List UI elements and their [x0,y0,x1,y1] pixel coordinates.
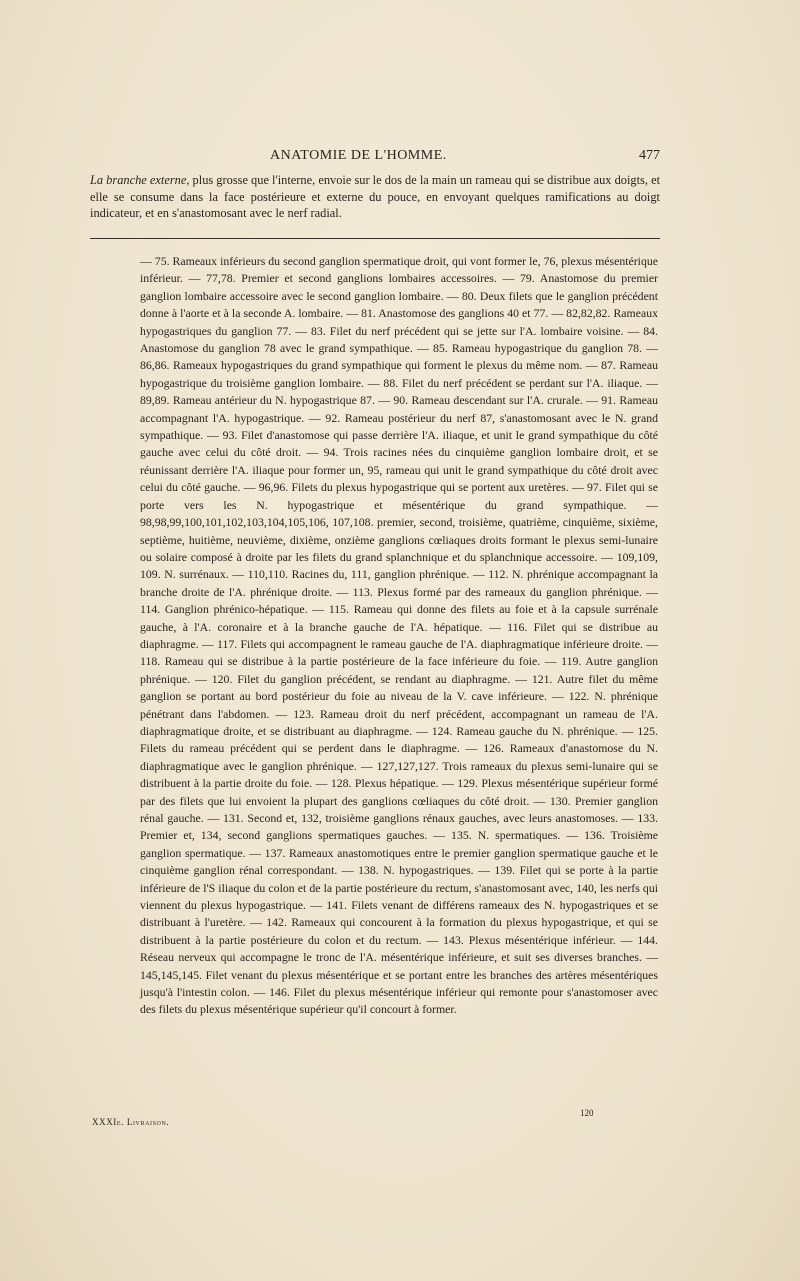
figure-legend: — 75. Rameaux inférieurs du second ganglion spermatique droit, qui vont former le, 76, plexus mésentérique inférieur. — 77,78. Premier et second ganglions lombaires accessoires. — 79. Anastomose du premier ganglion lombaire accessoire avec le second ganglion lombaire. — 80. Deux filets que le ganglion précédent donne à l'aorte et à la seconde A. lombaire. — 81. Anastomose des ganglions 40 et 77. — 82,82,82. Rameaux hypogastriques du ganglion 77. — 83. Filet du nerf précédent qui se jette sur l'A. lombaire voisine. — 84. Anastomose du ganglion 78 avec le grand sympathique. — 85. Rameau hypogastrique du ganglion 78. — 86,86. Rameaux hypogastriques du grand sympathique qui forment le plexus du même nom. — 87. Rameau hypogastrique du troisième ganglion lombaire. — 88. Filet du nerf précédent se perdant sur l'A. iliaque. — 89,89. Rameau antérieur du N. hypogastrique 87. — 90. Rameau descendant sur l'A. crurale. — 91. Rameau accompagnant l'A. hypogastrique. — 92. Rameau postérieur du nerf 87, s'anastomosant avec le N. grand sympathique. — 93. Filet d'anastomose qui passe derrière l'A. iliaque, et unit le grand sympathique du côté gauche avec celui du côté droit. — 94. Trois racines nées du cinquième ganglion lombaire droit, et se réunissant derrière l'A. iliaque pour former un, 95, rameau qui unit le grand sympathique du côté droit avec celui du côté gauche. — 96,96. Filets du plexus hypogastrique qui se portent aux uretères. — 97. Filet qui se porte vers les N. hypogastrique et mésentérique du grand sympathique. — 98,98,99,100,101,102,103,104,105,106, 107,108. premier, second, troisième, quatrième, cinquième, sixième, septième, huitième, neuvième, dixième, onzième ganglions cœliaques droits formant le plexus semi-lunaire ou solaire composé à droite par les filets du grand splanchnique et du splanchnique accessoire. — 109,109, 109. N. surrénaux. — 110,110. Racines du, 111, ganglion phrénique. — 112. N. phrénique accompagnant la branche droite de l'A. phrénique droite. — 113. Plexus formé par des rameaux du ganglion phrénique. — 114. Ganglion phrénico-hépatique. — 115. Rameau qui donne des filets au foie et à la capsule surrénale gauche, à l'A. coronaire et à la branche gauche de l'A. hépatique. — 116. Filet qui se distribue au diaphragme. — 117. Filets qui accompagnent le rameau gauche de l'A. diaphragmatique inférieure droite. — 118. Rameau qui se distribue à la partie postérieure de la face inférieure du foie. — 119. Autre ganglion phrénique. — 120. Filet du ganglion précédent, se rendant au diaphragme. — 121. Autre filet du même ganglion se portant au bord postérieur du foie au niveau de la V. cave inférieure. — 122. N. phrénique pénétrant dans l'abdomen. — 123. Rameau droit du nerf précédent, accompagnant un rameau de l'A. diaphragmatique droite, et se distribuant au diaphragme. — 124. Rameau gauche du N. phrénique. — 125. Filets du rameau précédent qui se perdent dans le diaphragme. — 126. Rameaux d'anastomose du N. diaphragmatique avec le ganglion phrénique. — 127,127,127. Trois rameaux du plexus semi-lunaire qui se distribuent à la partie droite du foie. — 128. Plexus hépatique. — 129. Plexus mésentérique supérieur formé par des filets que lui envoient la plupart des ganglions cœliaques du côté droit. — 130. Premier ganglion rénal gauche. — 131. Second et, 132, troisième ganglions rénaux gauches, avec leurs anastomoses. — 133. Premier et, 134, second ganglions spermatiques gauches. — 135. N. spermatiques. — 136. Troisième ganglion spermatique. — 137. Rameaux anastomotiques entre le premier ganglion spermatique gauche et le cinquième ganglion rénal correspondant. — 138. N. hypogastriques. — 139. Filet qui se porte à la partie inférieure de l'S iliaque du colon et de la partie postérieure du rectum, s'anastomosant avec, 140, les nerfs qui viennent du plexus hypogastrique. — 141. Filets venant de différens rameaux des N. hypogastriques et se distribuant à l'uretère. — 142. Rameaux qui concourent à la formation du plexus hypogastrique, et qui se distribuent à la partie postérieure du colon et du rectum. — 143. Plexus mésentérique inférieur. — 144. Réseau nerveux qui accompagne le tronc de l'A. mésentérique inférieure, et suit ses diverses branches. — 145,145,145. Filet venant du plexus mésentérique et se portant entre les branches des artères mésentériques jusqu'à l'intestin colon. — 146. Filet du plexus mésentérique inférieur qui remonte pour s'anastomoser avec des filets du plexus mésentérique supérieur qu'il concourt à former. [140,254,658,1017]
signature-mark: XXXIe. Livraison. [92,1117,170,1127]
sheet-number: 120 [580,1108,594,1118]
separator-rule [90,238,660,239]
page-header [90,148,660,168]
intro-lead-italic: La branche externe, [90,173,190,187]
page-number: 477 [639,148,660,163]
intro-paragraph [90,172,660,222]
intro-text: plus grosse que l'interne, envoie sur le dos de la main un rameau qui se distribue aux doigts, et elle se consume dans la face postérieure et externe du pouce, en envoyant quelques ramifications au doigt indicateur, et en s'anastomosant avec le nerf radial. [90,173,661,220]
running-title: ANATOMIE DE L'HOMME. [270,148,447,163]
